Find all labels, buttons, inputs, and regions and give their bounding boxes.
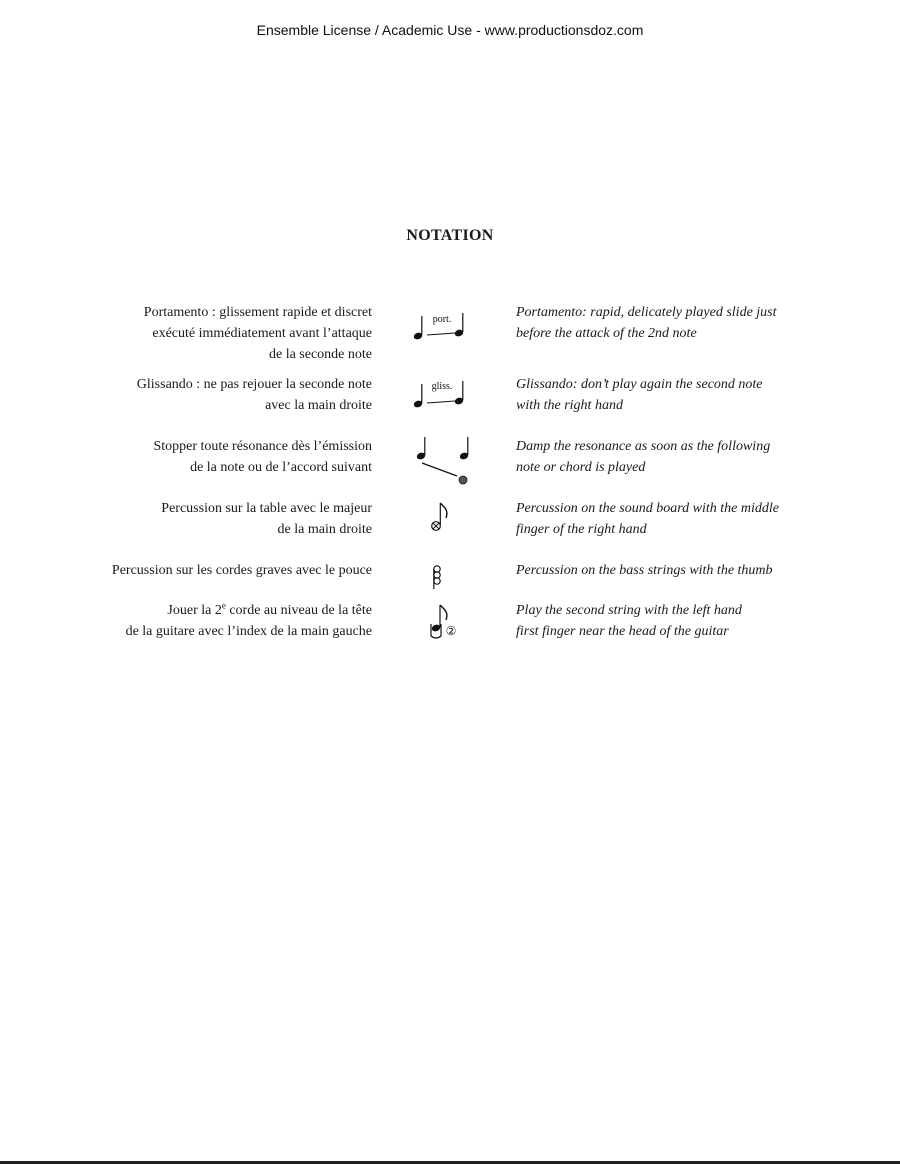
license-header: Ensemble License / Academic Use - www.productionsdoz.com bbox=[256, 22, 644, 38]
soundboard-percussion-icon bbox=[400, 498, 480, 558]
portamento-label: port. bbox=[432, 314, 452, 325]
english-description bbox=[516, 302, 886, 344]
english-description bbox=[516, 498, 886, 540]
french-description bbox=[32, 498, 372, 540]
en-line: note or chord is played bbox=[516, 460, 646, 475]
english-description bbox=[516, 600, 886, 642]
page-title: NOTATION bbox=[406, 227, 494, 244]
portamento-icon bbox=[400, 302, 480, 362]
fr-line: avec la main droite bbox=[265, 398, 372, 413]
en-line: Percussion on the sound board with the middle bbox=[516, 501, 779, 516]
en-line: Portamento: rapid, delicately played slide just bbox=[516, 305, 777, 320]
fr-superscript: e bbox=[221, 600, 226, 611]
fr-line: Glissando : ne pas rejouer la seconde note bbox=[136, 377, 372, 392]
fr-line: de la guitare avec l’index de la main gauche bbox=[125, 624, 372, 639]
fr-line: de la note ou de l’accord suivant bbox=[190, 460, 372, 475]
fr-line: Portamento : glissement rapide et discret bbox=[143, 305, 372, 320]
en-line: Percussion on the bass strings with the thumb bbox=[516, 563, 773, 578]
second-string-head-icon bbox=[400, 600, 480, 660]
fr-line: de la seconde note bbox=[268, 347, 372, 362]
string-number-label: ② bbox=[445, 624, 457, 638]
fr-line: Percussion sur les cordes graves avec le pouce bbox=[111, 563, 372, 578]
fr-line: Percussion sur la table avec le majeur bbox=[161, 501, 372, 516]
en-line: Damp the resonance as soon as the following bbox=[516, 439, 771, 454]
fr-line: de la main droite bbox=[277, 522, 372, 537]
fr-line bbox=[32, 600, 372, 621]
en-line: first finger near the head of the guitar bbox=[516, 624, 729, 639]
fr-prefix: Jouer la 2 bbox=[167, 603, 222, 618]
en-line: with the right hand bbox=[516, 398, 623, 413]
en-line: Glissando: don’t play again the second note bbox=[516, 377, 763, 392]
en-line: Play the second string with the left hand bbox=[516, 603, 742, 618]
english-description bbox=[516, 374, 886, 416]
fr-suffix: corde au niveau de la tête bbox=[225, 603, 372, 618]
french-description bbox=[32, 374, 372, 416]
fr-line: exécuté immédiatement avant l’attaque bbox=[152, 326, 372, 341]
english-description bbox=[516, 436, 886, 478]
french-description bbox=[32, 436, 372, 478]
en-line: before the attack of the 2nd note bbox=[516, 326, 697, 341]
fr-line: Stopper toute résonance dès l’émission bbox=[153, 439, 372, 454]
en-line: finger of the right hand bbox=[516, 522, 647, 537]
english-description bbox=[516, 560, 886, 581]
glissando-label: gliss. bbox=[431, 381, 453, 392]
glissando-icon bbox=[400, 374, 480, 434]
french-description bbox=[32, 600, 372, 642]
french-description bbox=[32, 302, 372, 365]
damp-resonance-icon bbox=[400, 436, 480, 496]
french-description bbox=[32, 560, 372, 581]
